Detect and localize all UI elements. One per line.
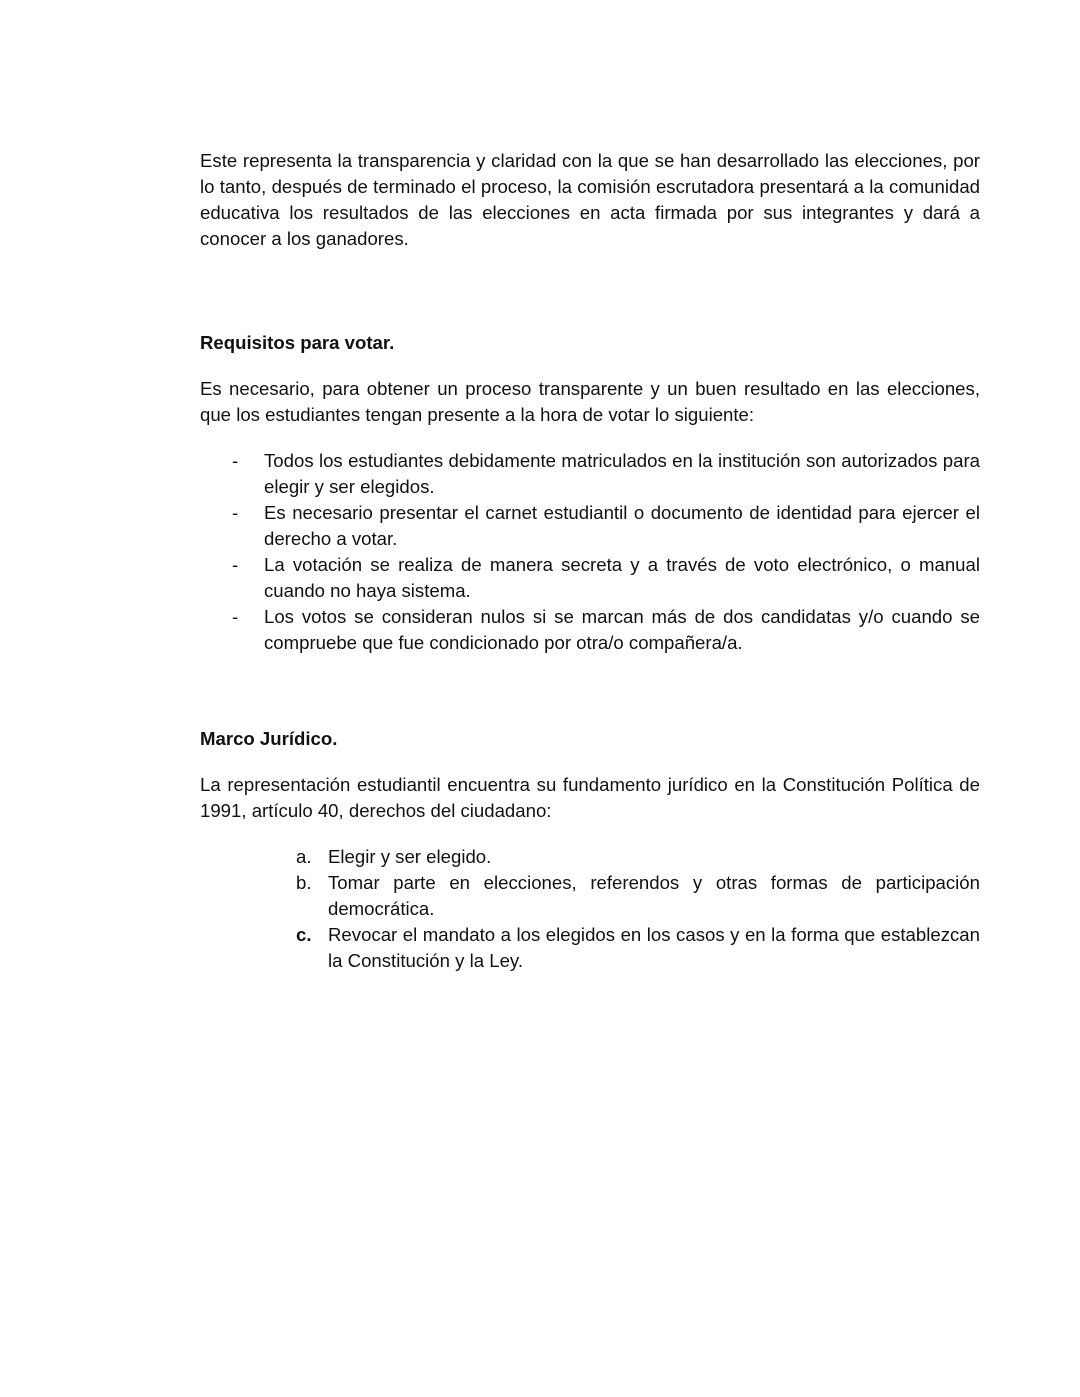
list-item bbox=[200, 500, 980, 552]
list-item-text: La votación se realiza de manera secreta y a través de voto electrónico, o manual cuando no haya sistema. bbox=[264, 554, 980, 601]
letter-marker: a. bbox=[296, 846, 312, 867]
list-item-text: Es necesario presentar el carnet estudiantil o documento de identidad para ejercer el derecho a votar. bbox=[264, 502, 980, 549]
requisitos-paragraph: Es necesario, para obtener un proceso transparente y un buen resultado en las elecciones, que los estudiantes tengan presente a la hora de votar lo siguiente: bbox=[200, 378, 980, 425]
letter-marker: c. bbox=[296, 924, 312, 945]
spacer bbox=[200, 428, 980, 448]
requisitos-heading: Requisitos para votar. bbox=[200, 332, 395, 353]
marco-list bbox=[200, 844, 980, 974]
dash-marker: - bbox=[232, 502, 239, 523]
list-item bbox=[200, 870, 980, 922]
spacer bbox=[200, 252, 980, 330]
list-item bbox=[200, 922, 980, 974]
requisitos-list bbox=[200, 448, 980, 656]
spacer bbox=[200, 356, 980, 376]
list-item-text: Tomar parte en elecciones, referendos y otras formas de participación democrática. bbox=[328, 872, 980, 919]
dash-marker: - bbox=[232, 450, 239, 471]
intro-paragraph: Este representa la transparencia y claridad con la que se han desarrollado las elecciones, por lo tanto, después de terminado el proceso, la comisión escrutadora presentará a la comunidad educativa los resultados de las elecciones en acta firmada por sus integrantes y dará a conocer a los ganadores. bbox=[200, 150, 980, 249]
list-item bbox=[200, 552, 980, 604]
list-item bbox=[200, 844, 980, 870]
spacer bbox=[200, 656, 980, 726]
spacer bbox=[200, 752, 980, 772]
list-item-text: Los votos se consideran nulos si se marcan más de dos candidatas y/o cuando se compruebe que fue condicionado por otra/o compañera/a. bbox=[264, 606, 980, 653]
dash-marker: - bbox=[232, 606, 239, 627]
list-item bbox=[200, 604, 980, 656]
marco-heading: Marco Jurídico. bbox=[200, 728, 338, 749]
dash-marker: - bbox=[232, 554, 239, 575]
list-item-text: Elegir y ser elegido. bbox=[328, 846, 492, 867]
document-page bbox=[200, 148, 980, 974]
spacer bbox=[200, 824, 980, 844]
marco-paragraph: La representación estudiantil encuentra su fundamento jurídico en la Constitución Política de 1991, artículo 40, derechos del ciudadano: bbox=[200, 774, 980, 821]
list-item-text: Todos los estudiantes debidamente matriculados en la institución son autorizados para elegir y ser elegidos. bbox=[264, 450, 980, 497]
list-item bbox=[200, 448, 980, 500]
list-item-text: Revocar el mandato a los elegidos en los casos y en la forma que establezcan la Constitución y la Ley. bbox=[328, 924, 980, 971]
letter-marker: b. bbox=[296, 872, 312, 893]
